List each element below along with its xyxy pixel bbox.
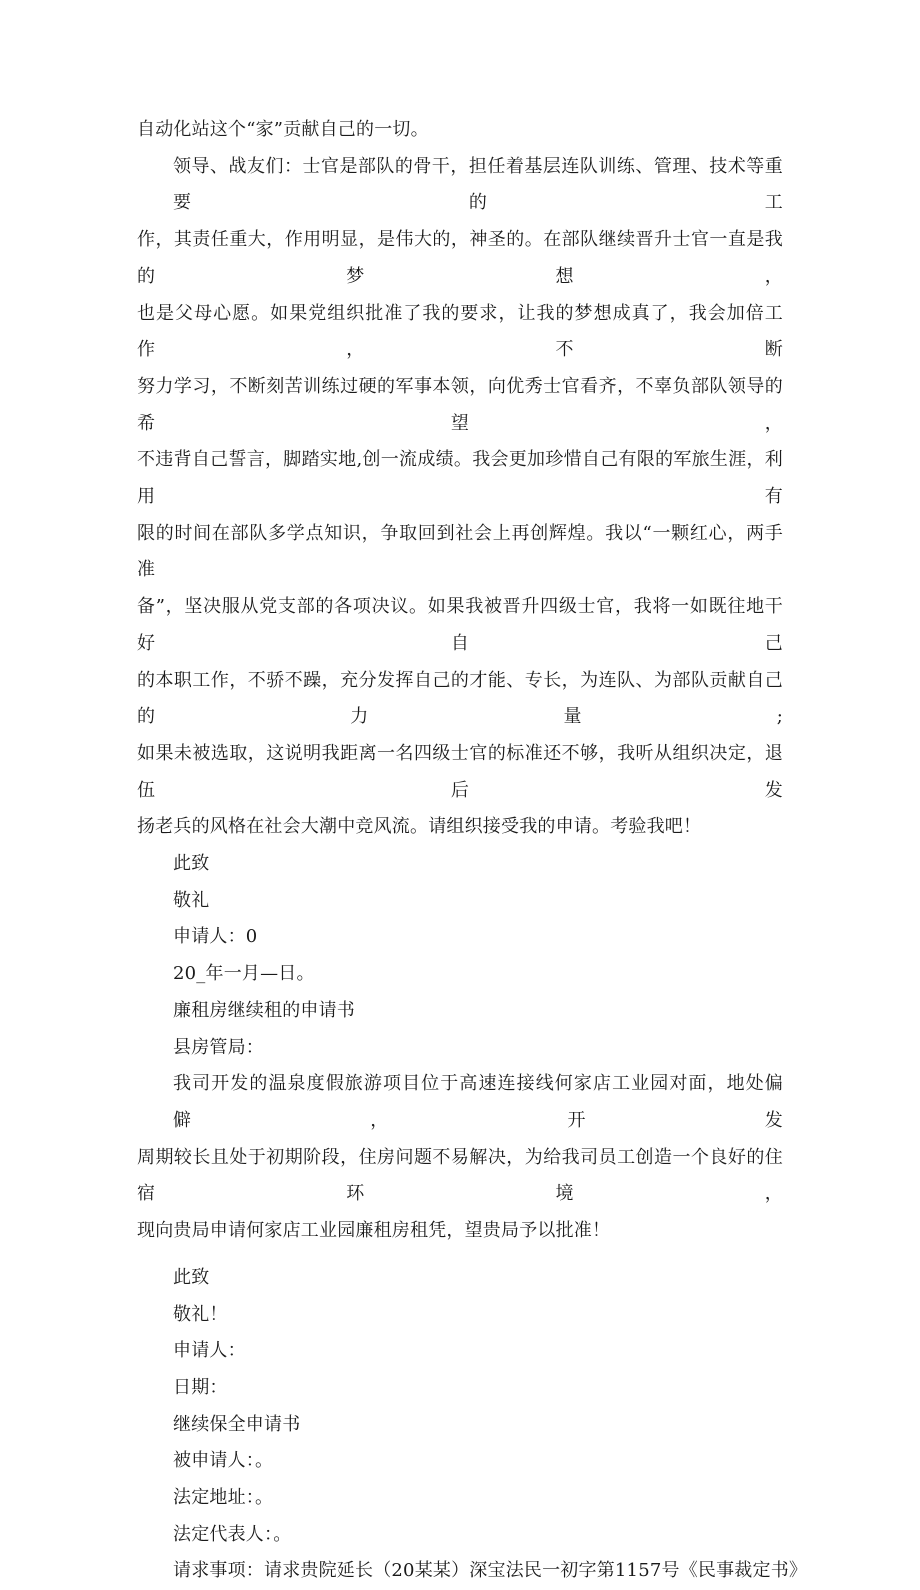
closing-line: 敬礼！ xyxy=(173,1303,228,1325)
closing-line: 此致 xyxy=(173,1266,210,1288)
section-title: 继续保全申请书 xyxy=(173,1413,301,1435)
signature-line: 申请人：0 xyxy=(173,926,258,948)
field-line: 被申请人：。 xyxy=(173,1450,274,1472)
field-line: 法定地址：。 xyxy=(173,1487,274,1509)
text-line: 也是父母心愿。如果党组织批准了我的要求，让我的梦想成真了，我会加倍工作，不断 xyxy=(137,302,783,361)
date-line: 20_年一月—日。 xyxy=(173,963,315,985)
text-line: 作，其责任重大，作用明显，是伟大的，神圣的。在部队继续晋升士官一直是我的梦想， xyxy=(137,229,783,287)
document-page xyxy=(137,112,808,1590)
closing-line: 敬礼 xyxy=(173,889,210,911)
text-line: 领导、战友们：士官是部队的骨干，担任着基层连队训练、管理、技术等重要的工 xyxy=(173,155,783,214)
text-line: 备”，坚决服从党支部的各项决议。如果我被晋升四级士官，我将一如既往地干好自己 xyxy=(137,596,783,654)
text-line: 自动化站这个“家”贡献自己的一切。 xyxy=(137,119,429,140)
paragraph-gap xyxy=(137,1250,783,1260)
signature-line: 申请人： xyxy=(173,1340,246,1362)
text-line: 现向贵局申请何家店工业园廉租房租凭，望贵局予以批准！ xyxy=(137,1220,611,1242)
text-line: 限的时间在部队多学点知识，争取回到社会上再创辉煌。我以“一颗红心，两手准 xyxy=(137,522,783,581)
section-title: 廉租房继续租的申请书 xyxy=(173,999,355,1021)
text-line: 扬老兵的风格在社会大潮中竞风流。请组织接受我的申请。考验我吧！ xyxy=(137,816,702,838)
field-line: 请求事项：请求贵院延长（20某某）深宝法民一初字第1157号《民事裁定书》 xyxy=(173,1560,808,1582)
addressee-line: 县房管局： xyxy=(173,1036,264,1058)
text-line: 如果未被选取，这说明我距离一名四级士官的标准还不够，我听从组织决定，退伍后发 xyxy=(137,742,783,801)
field-line: 法定代表人：。 xyxy=(173,1523,292,1545)
text-line: 我司开发的温泉度假旅游项目位于高速连接线何家店工业园对面，地处偏僻，开发 xyxy=(173,1073,783,1131)
closing-line: 此致 xyxy=(173,853,210,875)
text-line: 周期较长且处于初期阶段，住房问题不易解决，为给我司员工创造一个良好的住宿环境， xyxy=(137,1146,783,1205)
date-line: 日期： xyxy=(173,1376,228,1398)
text-line: 不违背自己誓言，脚踏实地,创一流成绩。我会更加珍惜自己有限的军旅生涯，利用有 xyxy=(137,449,783,508)
text-line: 的本职工作，不骄不躁，充分发挥自己的才能、专长，为连队、为部队贡献自己的力量; xyxy=(137,669,783,728)
text-line: 努力学习，不断刻苦训练过硬的军事本领，向优秀士官看齐，不辜负部队领导的希望， xyxy=(137,375,783,434)
